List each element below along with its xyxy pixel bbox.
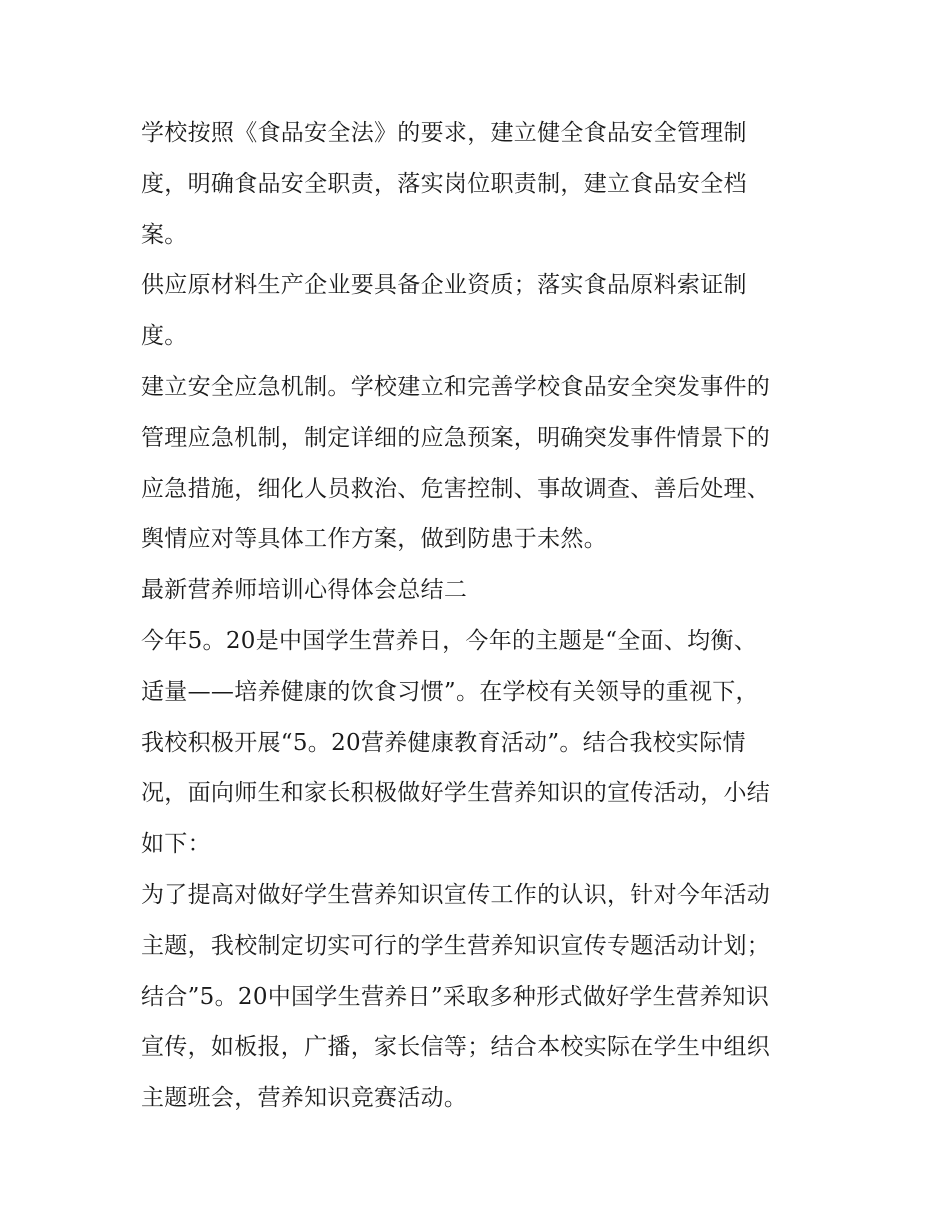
text-line: 如下： (141, 831, 211, 858)
text-line: 我校积极开展“5。20营养健康教育活动”。结合我校实际情 (141, 729, 746, 756)
text-line: 供应原材料生产企业要具备企业资质；落实食品原料索证制 (141, 272, 747, 299)
text-line: 宣传，如板报，广播，家长信等；结合本校实际在学生中组织 (141, 1034, 771, 1061)
text-line: 结合”5。20中国学生营养日”采取多种形式做好学生营养知识 (141, 983, 770, 1010)
text-line: 主题，我校制定切实可行的学生营养知识宣传专题活动计划； (141, 932, 771, 959)
text-line: 学校按照《食品安全法》的要求，建立健全食品安全管理制 (141, 120, 747, 146)
text-line: 舆情应对等具体工作方案，做到防患于未然。 (141, 526, 607, 553)
text-line: 应急措施，细化人员救治、危害控制、事故调查、善后处理、 (141, 475, 771, 502)
text-line: 案。 (141, 221, 188, 248)
text-line: 建立安全应急机制。学校建立和完善学校食品安全突发事件的 (141, 373, 771, 400)
text-line: 主题班会，营养知识竞赛活动。 (141, 1085, 468, 1112)
document-body (141, 108, 813, 1124)
text-line: 今年5。20是中国学生营养日，今年的主题是“全面、均衡、 (141, 627, 758, 654)
text-line: 管理应急机制，制定详细的应急预案，明确突发事件情景下的 (141, 424, 771, 451)
text-line: 适量——培养健康的饮食习惯”。在学校有关领导的重视下， (141, 678, 759, 705)
section-heading: 最新营养师培训心得体会总结二 (141, 577, 468, 604)
text-line: 度。 (141, 323, 188, 350)
text-line: 况，面向师生和家长积极做好学生营养知识的宣传活动，小结 (141, 780, 771, 807)
text-line: 度，明确食品安全职责，落实岗位职责制，建立食品安全档 (141, 170, 747, 197)
text-line: 为了提高对做好学生营养知识宣传工作的认识，针对今年活动 (141, 881, 771, 908)
